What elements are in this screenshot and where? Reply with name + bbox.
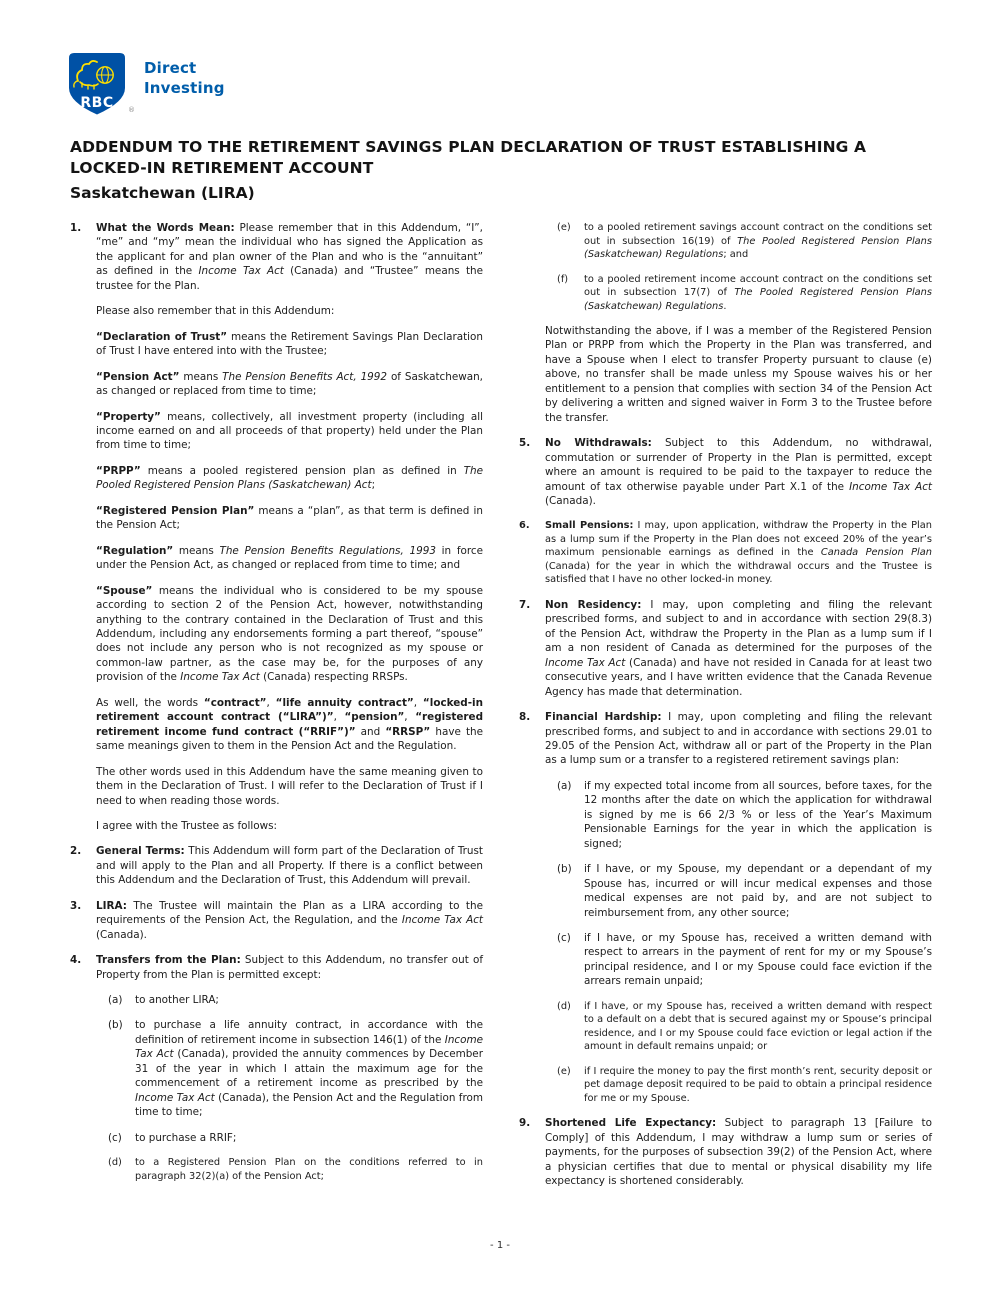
paragraph (70, 504, 483, 533)
item-number: 7. (519, 598, 531, 611)
text-run: The Pension Benefits Regulations, 1993 (219, 544, 436, 557)
lettered-subitem (70, 1156, 483, 1183)
document-title: ADDENDUM TO THE RETIREMENT SAVINGS PLAN DECLARATION OF TRUST ESTABLISHING A LOCKED-IN RETIREMENT ACCOUNT (70, 138, 867, 177)
text-run: (Canada) respecting RRSPs. (259, 671, 408, 684)
item-text (584, 1065, 932, 1106)
text-run: if I have, or my Spouse has, received a written demand with respect to arrears in the payment of rent for my or my Spouse’s principal residence, and I or my Spouse could face eviction if the arrears remain unpaid; (584, 932, 932, 988)
text-run: ; and (723, 249, 749, 260)
item-letter: (a) (108, 994, 123, 1007)
numbered-item (70, 899, 483, 942)
item-text (96, 819, 483, 833)
text-run: “Pension Act” (96, 370, 180, 383)
paragraph (70, 464, 483, 493)
numbered-item (70, 953, 483, 982)
item-text (96, 765, 483, 808)
text-run: Please remember that in this Addendum, “I”, “me” and “my” mean the individual who has signed the Application as the applicant for and plan owner of the Plan and who is the “annuitant” as defined in the (96, 222, 483, 278)
text-run: have the same meanings given to them in the Pension Act and the Regulation. (96, 725, 484, 753)
text-run: means a pooled registered pension plan as defined in (140, 464, 464, 477)
item-letter: (d) (108, 1157, 122, 1169)
item-letter: (a) (557, 779, 572, 792)
text-run: “registered retirement income fund contract (“RRIF”)” (96, 711, 484, 738)
item-text (584, 273, 932, 314)
text-run: Income Tax Act (401, 914, 483, 927)
numbered-item (519, 598, 932, 699)
rbc-logo (68, 52, 225, 116)
text-run: The Pension Benefits Act, 1992 (222, 370, 388, 383)
text-run: Subject to this Addendum, no transfer out of Property from the Plan is permitted except: (96, 954, 484, 981)
text-run: “RRSP” (385, 725, 431, 738)
text-run: The Pooled Registered Pension Plans (Saskatchewan) Regulations (584, 235, 932, 260)
text-run: in force under the Pension Act, as changed or replaced from time to time; and (96, 544, 483, 572)
text-run: Non Residency: (545, 598, 642, 611)
lettered-subitem (519, 1000, 932, 1054)
text-run: to purchase a RRIF; (135, 1131, 237, 1144)
text-run: if I require the money to pay the first month’s rent, security deposit or pet damage deposit required to be paid to obtain a principal residence for me or my Spouse. (584, 1065, 932, 1104)
paragraph (70, 370, 483, 399)
text-run: Income Tax Act (135, 1033, 483, 1061)
text-run: “pension” (344, 711, 405, 724)
item-text (584, 779, 932, 851)
text-run: and (355, 725, 386, 738)
text-run: to another LIRA; (135, 994, 219, 1007)
text-run: means the Retirement Savings Plan Declaration of Trust I have entered into with the Trustee; (96, 330, 483, 358)
text-run: Please also remember that in this Addendum: (96, 305, 335, 318)
text-run: if I have, or my Spouse, my dependant or a dependant of my Spouse has, incurred or will incur medical expenses and those medical expenses are not paid by, and are not subject to reimbursement from, any other source; (584, 863, 932, 919)
item-number: 4. (70, 954, 82, 967)
paragraph (70, 765, 483, 808)
text-run: means (173, 544, 220, 557)
text-run: “Property” (96, 410, 161, 423)
item-number: 9. (519, 1117, 531, 1130)
text-run: Financial Hardship: (545, 711, 662, 724)
numbered-item (70, 221, 483, 293)
text-run: ; (371, 479, 376, 492)
text-run: No Withdrawals: (545, 437, 652, 450)
document-subtitle: Saskatchewan (LIRA) (70, 184, 255, 202)
right-column (519, 221, 932, 1200)
text-run: (Canada) and “Trustee” means the trustee for the Plan. (96, 265, 484, 292)
text-run: I may, upon completing and filing the relevant prescribed forms, and subject to and in accordance with sections 29.01 to 29.05 of the Pension Act, withdraw all or part of the Property in the Plan as a lump sum or a transfer to a registered retirement savings plan: (545, 711, 932, 767)
paragraph (519, 324, 932, 425)
text-run: to purchase a life annuity contract, in accordance with the definition of retirement income in subsection 146(1) of the (135, 1019, 483, 1046)
lettered-subitem (70, 993, 483, 1007)
text-run: “locked-in retirement account contract (“LIRA”)” (96, 696, 483, 724)
item-text (545, 598, 932, 699)
item-letter: (c) (108, 1131, 122, 1144)
item-text (545, 436, 932, 508)
paragraph (70, 696, 483, 754)
text-run: (Canada) for the year in which the withdrawal occurs and the Trustee is satisfied that I have no other locked-in money. (545, 560, 932, 586)
rbc-shield-icon (68, 52, 135, 116)
text-run: I may, upon completing and filing the relevant prescribed forms, and subject to and in accordance with section 29(8.3) of the Pension Act, withdraw the Property in the Plan as a lump sum if I am a non resident of Canada as determined for the purposes of the (545, 598, 932, 655)
lettered-subitem (70, 1131, 483, 1145)
text-run: . (723, 300, 727, 312)
numbered-item (519, 519, 932, 587)
item-text (96, 953, 483, 982)
brand-name (144, 58, 225, 98)
brand-name-line2: Investing (144, 79, 225, 97)
item-text (584, 931, 932, 989)
text-run: LIRA: (96, 899, 127, 912)
lettered-subitem (519, 931, 932, 989)
text-run: I agree with the Trustee as follows: (96, 819, 278, 832)
lettered-subitem (519, 273, 932, 314)
item-text (545, 324, 932, 425)
item-text (96, 464, 483, 493)
text-run: As well, the words (96, 696, 204, 709)
lettered-subitem (519, 779, 932, 851)
text-run: “contract” (203, 696, 267, 709)
text-run: “Spouse” (96, 584, 153, 597)
text-run: , (333, 711, 345, 724)
item-letter: (f) (557, 273, 569, 285)
numbered-item (519, 1116, 932, 1188)
text-run: Transfers from the Plan: (96, 954, 241, 967)
item-text (135, 993, 483, 1007)
item-text (96, 304, 483, 318)
lettered-subitem (519, 221, 932, 262)
text-run: if my expected total income from all sources, before taxes, for the 12 months after the date on which the application for withdrawal is signed by me is 66 2/3 % or less of the Year’s Maximum Pensionable Earnings for the year in which the application is signed; (584, 779, 932, 850)
item-number: 8. (519, 711, 531, 724)
text-run: What the Words Mean: (96, 222, 235, 234)
item-text (96, 899, 483, 942)
paragraph (70, 330, 483, 359)
text-run: Income Tax Act (180, 671, 260, 684)
text-run: “Registered Pension Plan” (96, 504, 255, 517)
text-run: means, collectively, all investment property (including all income earned on and all proceeds of that property) held under the Plan from time to time; (96, 410, 483, 452)
text-run: General Terms: (96, 845, 185, 858)
left-column (70, 221, 483, 1200)
text-run: Subject to this Addendum, no withdrawal, commutation or surrender of Property in the Plan is permitted, except where an amount is required to be paid to the taxpayer to reduce the amount of tax otherwise payable under Part X.1 of the (545, 437, 932, 493)
text-run: means (179, 370, 223, 383)
item-text (584, 221, 932, 262)
paragraph (70, 304, 483, 318)
document-body (70, 221, 932, 1200)
text-run: “life annuity contract” (275, 696, 414, 709)
lettered-subitem (70, 1018, 483, 1119)
item-letter: (c) (557, 932, 571, 944)
text-run: if I have, or my Spouse has, received a written demand with respect to a default on a debt that is secured against my or Spouse’s principal residence, and I or my Spouse could face eviction or legal action if the amount in default remains unpaid; or (584, 1000, 932, 1053)
paragraph (70, 584, 483, 685)
item-text (584, 862, 932, 920)
brand-name-line1: Direct (144, 59, 197, 77)
text-run: “Declaration of Trust” (96, 330, 228, 343)
numbered-item (519, 436, 932, 508)
text-run: to a pooled retirement income account contract on the conditions set out in subsection 17(7) of (584, 273, 932, 298)
item-letter: (b) (557, 863, 572, 876)
text-run: This Addendum will form part of the Declaration of Trust and will apply to the Plan and all Property. If there is a conflict between this Addendum and the Declaration of Trust, this Addendum will prevail. (96, 845, 483, 887)
item-text (96, 504, 483, 533)
item-text (96, 330, 483, 359)
text-run: of Saskatchewan, as changed or replaced from time to time; (96, 370, 483, 398)
text-run: to a Registered Pension Plan on the conditions referred to in paragraph 32(2)(a) of the Pension Act; (135, 1157, 483, 1182)
text-run: Notwithstanding the above, if I was a member of the Registered Pension Plan or PRPP from which the Property in the Plan was transferred, and have a Spouse when I elect to transfer Property pursuant to clause (e) above, no transfer shall be made unless my Spouse waives his or her entitlement to a pension that complies with section 34 of the Pension Act by delivering a written and signed waiver in Form 3 to the Trustee before the transfer. (545, 325, 932, 424)
text-run: , (404, 711, 416, 724)
text-run: (Canada), the Pension Act and the Regulation from time to time; (135, 1091, 483, 1119)
text-run: The other words used in this Addendum have the same meaning given to them in the Declaration of Trust. I will refer to the Declaration of Trust if I need to when reading those words. (96, 765, 483, 807)
text-run: (Canada). (96, 928, 147, 941)
text-run: Shortened Life Expectancy: (545, 1117, 717, 1130)
item-text (96, 696, 483, 754)
item-text (545, 1116, 932, 1188)
item-text (135, 1156, 483, 1183)
item-text (135, 1018, 483, 1119)
text-run: to a pooled retirement savings account contract on the conditions set out in subsection 16(19) of (584, 222, 932, 247)
item-text (96, 544, 483, 573)
text-run: The Pooled Registered Pension Plans (Saskatchewan) Act (96, 464, 483, 492)
item-text (545, 710, 932, 768)
item-number: 2. (70, 845, 82, 858)
item-text (96, 410, 483, 453)
paragraph (70, 410, 483, 453)
text-run: Income Tax Act (849, 480, 932, 493)
item-text (96, 370, 483, 399)
item-letter: (e) (557, 222, 571, 233)
text-run: Income Tax Act (198, 265, 284, 278)
text-run: means a “plan”, as that term is defined in the Pension Act; (96, 504, 483, 532)
text-run: Canada Pension Plan (820, 547, 932, 559)
numbered-item (519, 710, 932, 768)
item-text (545, 519, 932, 587)
rbc-shield-graphic (68, 52, 126, 116)
lettered-subitem (519, 1065, 932, 1106)
item-text (96, 221, 483, 293)
text-run: (Canada). (545, 494, 596, 507)
text-run: Small Pensions: (545, 520, 634, 532)
item-number: 5. (519, 437, 531, 450)
item-text (96, 584, 483, 685)
paragraph (70, 544, 483, 573)
text-run: Subject to paragraph 13 [Failure to Comply] of this Addendum, I may withdraw a lump sum or series of payments, for the purposes of subsection 39(2) of the Pension Act, where a physician certifies that due to mental or physical disability my life expectancy is shortened considerably. (545, 1117, 932, 1188)
page-number: - 1 - (490, 1240, 510, 1251)
lettered-subitem (519, 862, 932, 920)
item-text (96, 844, 483, 887)
text-run: The Pooled Registered Pension Plans (Saskatchewan) Regulations (584, 287, 933, 312)
text-run: Income Tax Act (135, 1091, 215, 1104)
numbered-item (70, 844, 483, 887)
text-run: The Trustee will maintain the Plan as a LIRA according to the requirements of the Pension Act, the Regulation, and the (96, 899, 483, 927)
paragraph (70, 819, 483, 833)
rbc-shield-label: RBC (80, 95, 114, 111)
text-run: “Regulation” (96, 544, 174, 557)
item-number: 1. (70, 222, 82, 234)
item-letter: (e) (557, 1065, 571, 1077)
text-run: I may, upon application, withdraw the Property in the Plan as a lump sum if the Property in the Plan does not exceed 20% of the year’s maximum pensionable earnings as defined in the (545, 520, 932, 559)
text-run: , (413, 696, 423, 709)
item-letter: (b) (108, 1019, 123, 1032)
item-letter: (d) (557, 1000, 571, 1012)
text-run: , (266, 696, 276, 709)
text-run: (Canada) and have not resided in Canada for at least two consecutive years, and I have written evidence that the Canada Revenue Agency has made that determination. (545, 656, 932, 698)
text-run: “PRPP” (96, 464, 141, 477)
item-number: 6. (519, 520, 530, 532)
item-text (584, 1000, 932, 1054)
item-number: 3. (70, 899, 82, 912)
text-run: means the individual who is considered to be my spouse according to section 2 of the Pension Act, however, notwithstanding anything to the contrary contained in the Declaration of Trust and this Addendum, including any endorsements forming a part thereof, “spouse” does not include any person who is not recognized as my spouse or common-law partner, as the case may be, for the purposes of any provision of the (96, 584, 483, 684)
item-text (135, 1131, 483, 1145)
text-run: (Canada), provided the annuity commences by December 31 of the year in which I attain the maximum age for the commencement of a retirement income as prescribed by the (135, 1048, 483, 1090)
registered-trademark-symbol: ® (128, 106, 135, 114)
text-run: Income Tax Act (545, 656, 626, 669)
